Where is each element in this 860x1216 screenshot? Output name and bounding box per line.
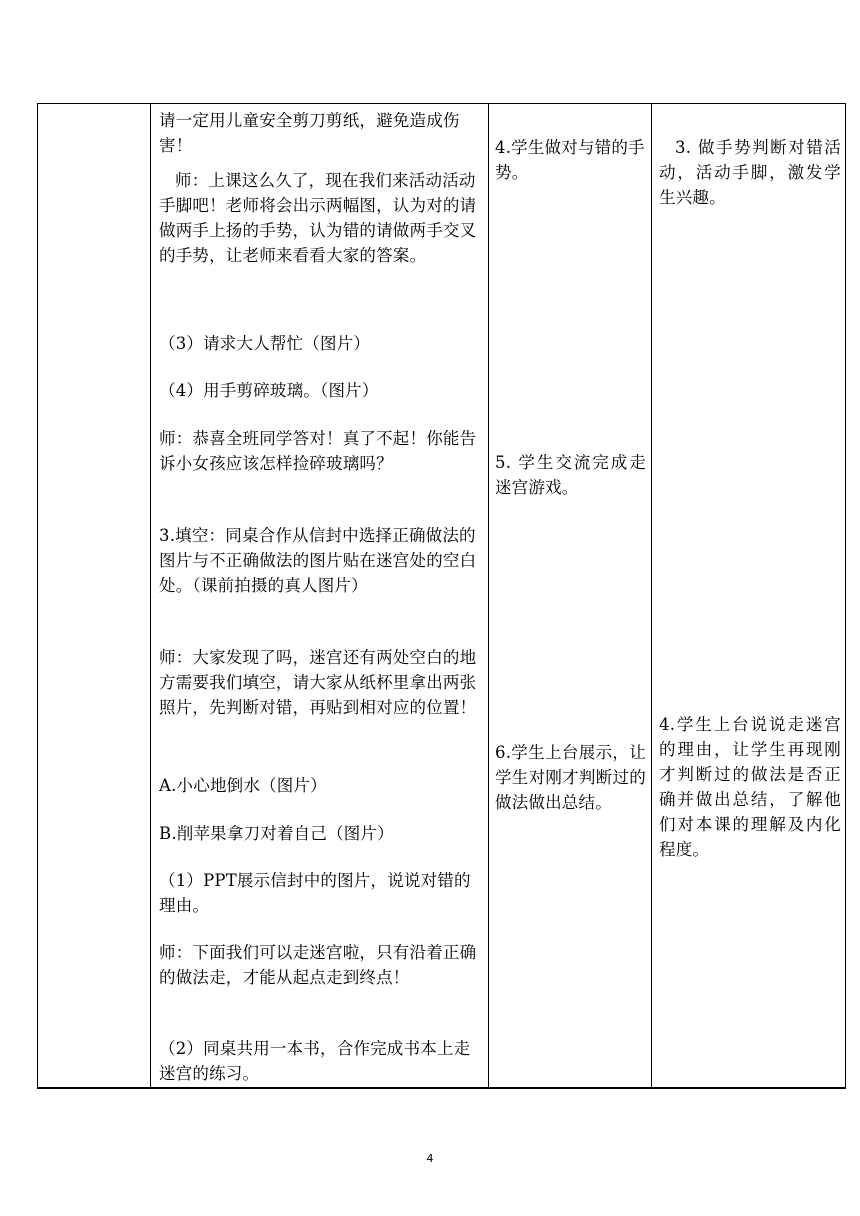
text-paragraph: 师：下面我们可以走迷宫啦，只有沿着正确的做法走，才能从起点走到终点！ xyxy=(159,943,477,987)
text-paragraph: （2）同桌共用一本书，合作完成书本上走迷宫的练习。 xyxy=(159,1039,471,1083)
text-paragraph: 3. 做手势判断对错活动，活动手脚，激发学生兴趣。 xyxy=(659,138,841,207)
table-column-teacher-activity xyxy=(151,104,489,1087)
text-paragraph: B.削苹果拿刀对着自己（图片） xyxy=(159,824,394,843)
text-paragraph: （4）用手剪碎玻璃。（图片） xyxy=(159,381,379,400)
text-paragraph: 师：大家发现了吗，迷宫还有两处空白的地方需要我们填空，请大家从纸杯里拿出两张照片，先判断对错，再贴到相对应的位置！ xyxy=(159,648,477,717)
text-paragraph: （3）请求大人帮忙（图片） xyxy=(159,334,371,353)
text-paragraph: 师：上课这么久了，现在我们来活动活动手脚吧！老师将会出示两幅图，认为对的请做两手上扬的手势，认为错的请做两手交叉的手势，让老师来看看大家的答案。 xyxy=(159,171,477,265)
text-paragraph: A.小心地倒水（图片） xyxy=(159,776,327,795)
text-paragraph: 3.填空：同桌合作从信封中选择正确做法的图片与不正确做法的图片贴在迷宫处的空白处。（课前拍摄的真人图片） xyxy=(159,526,477,595)
text-paragraph: 5. 学生交流完成走迷宫游戏。 xyxy=(495,453,646,497)
text-paragraph: （1）PPT展示信封中的图片，说说对错的理由。 xyxy=(159,871,471,915)
page-number: 4 xyxy=(426,1152,434,1165)
table-column-design-intent xyxy=(652,104,845,1087)
table-column-student-activity xyxy=(489,104,652,1087)
lesson-table xyxy=(37,103,846,1089)
text-paragraph: 4.学生做对与错的手势。 xyxy=(495,138,645,182)
text-paragraph: 师：恭喜全班同学答对！真了不起！你能告诉小女孩应该怎样捡碎玻璃吗？ xyxy=(159,429,477,473)
text-paragraph: 请一定用儿童安全剪刀剪纸，避免造成伤害！ xyxy=(159,111,460,155)
text-paragraph: 4.学生上台说说走迷宫的理由，让学生再现刚才判断过的做法是否正确并做出总结，了解他们对本课的理解及内化程度。 xyxy=(659,715,841,859)
text-paragraph: 6.学生上台展示，让学生对刚才判断过的做法做出总结。 xyxy=(495,743,646,812)
table-column-stage xyxy=(38,104,151,1087)
